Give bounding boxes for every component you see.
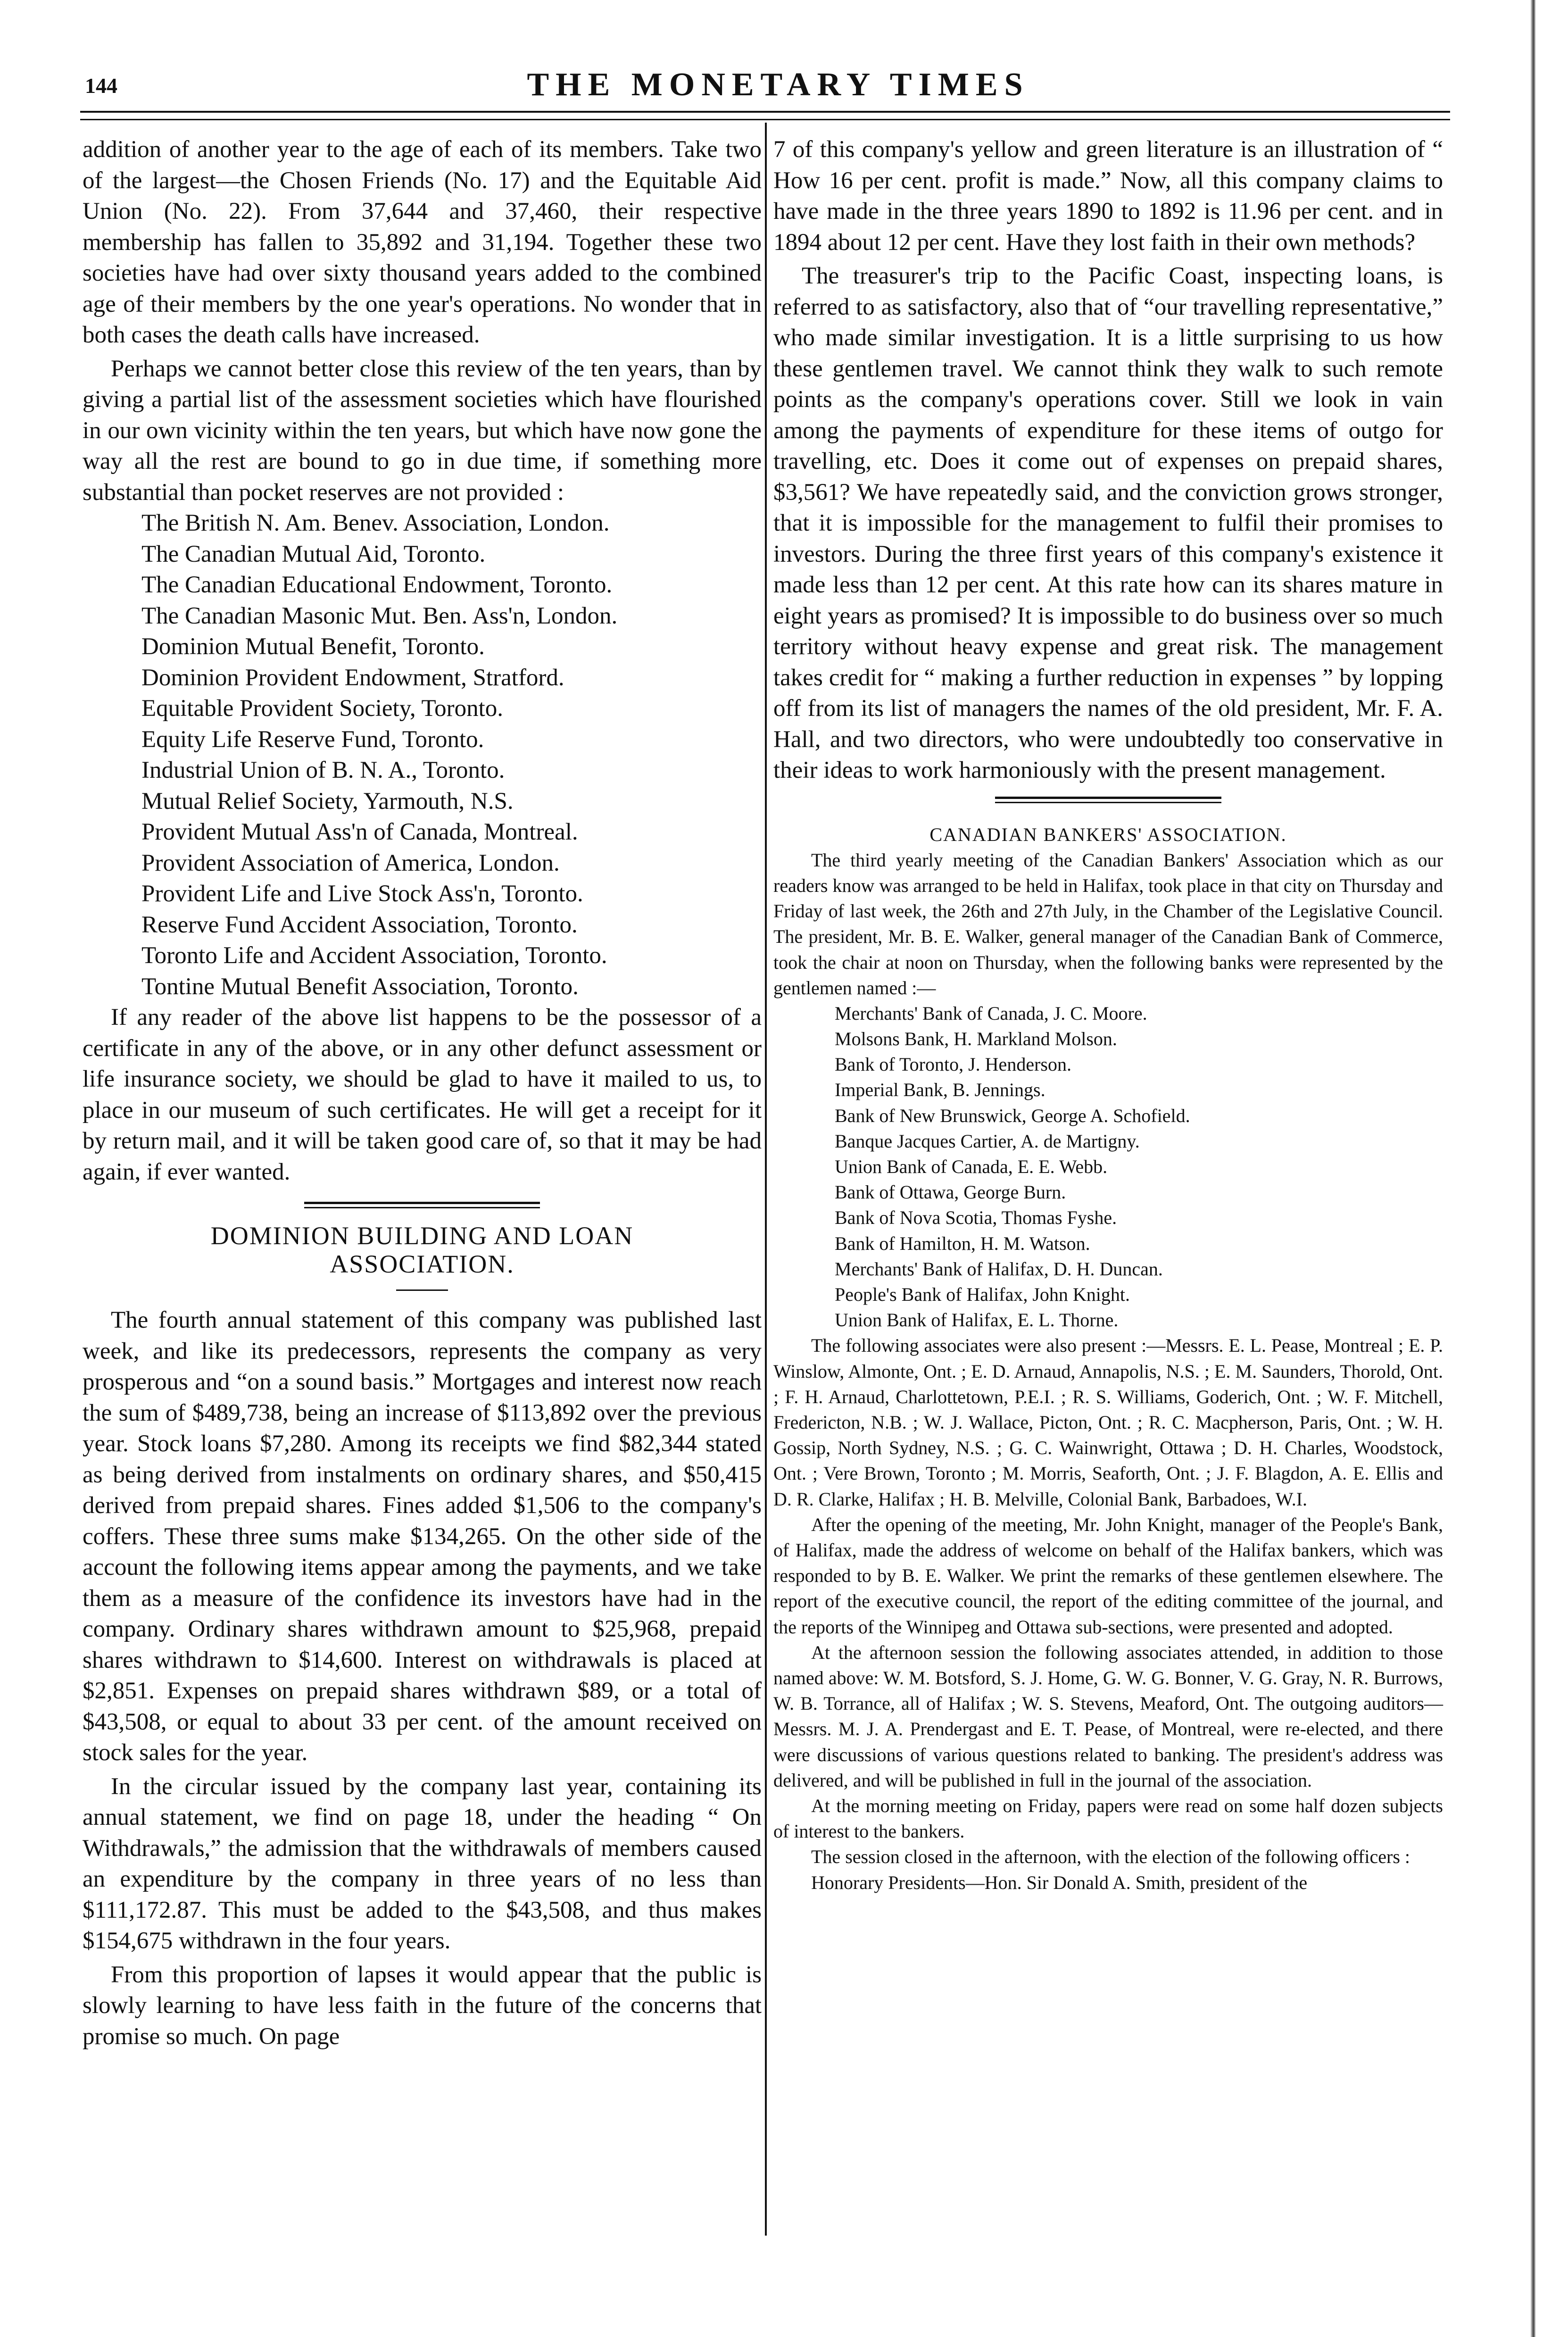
paragraph: Honorary Presidents—Hon. Sir Donald A. Smith, president of the xyxy=(811,1871,1308,1893)
paragraph: The fourth annual statement of this company was published last week, and like its predecessors, represents the company as very prosperous and “on a sound basis.” Mortgages and interest now reach the sum of $489,738, being an increase of $113,892 over the previous year. Stock loans $7,280. Among its receipts we find $82,344 stated as being derived from instalments on ordinary shares, and $50,415 derived from prepaid shares. Fines added $1,506 to the company's coffers. These three sums make $134,265. On the other side of the account the following items appear among the payments, and we take them as a measure of the confidence its investors have had in the company. Ordinary shares withdrawn amount to $25,968, prepaid shares withdrawn to $14,600. Interest on withdrawals is placed at $2,851. Expenses on prepaid shares withdrawn $89, or a total of $43,508, or equal to about 33 per cent. of the amount received on stock sales for the year. xyxy=(83,1307,762,1766)
section-separator xyxy=(995,797,1221,803)
section-heading: CANADIAN BANKERS' ASSOCIATION. xyxy=(929,823,1287,845)
paragraph: At the morning meeting on Friday, papers were read on some half dozen subjects of interest to the bankers. xyxy=(773,1795,1443,1842)
paragraph: If any reader of the above list happens to be the possessor of a certificate in any of the above, or in any other defunct assessment or life insurance society, we should be glad to have it mailed to us, to place in our museum of such certificates. He will get a receipt for it by return mail, and it will be taken good care of, so that it may be had again, if ever wanted. xyxy=(83,1004,762,1185)
paragraph: The following associates were also present :—Messrs. E. L. Pease, Montreal ; E. P. Winslow, Almonte, Ont. ; E. D. Arnaud, Annapolis, N.S. ; E. M. Saunders, Thorold, Ont. ; F. H. Arnaud, Charlottetown, P.E.I. ; R. S. Williams, Goderich, Ont. ; W. F. Mitchell, Fredericton, N.B. ; W. J. Wallace, Picton, Ont. ; R. C. Macpherson, Paris, Ont. ; W. H. Gossip, North Sydney, N.S. ; G. C. Wainwright, Ottawa ; D. H. Charles, Woodstock, Ont. ; Vere Brown, Toronto ; M. Morris, Seaforth, Ont. ; J. F. Blagdon, A. E. Ellis and D. R. Clarke, Halifax ; H. B. Melville, Colonial Bank, Barbadoes, W.I. xyxy=(773,1335,1443,1510)
list-item: Provident Life and Live Stock Ass'n, Toronto. xyxy=(141,881,583,907)
list-item: The British N. Am. Benev. Association, London. xyxy=(141,510,610,536)
society-list xyxy=(83,508,762,1002)
list-item: The Canadian Masonic Mut. Ben. Ass'n, London. xyxy=(141,602,618,629)
list-item: Merchants' Bank of Canada, J. C. Moore. xyxy=(835,1002,1147,1024)
paragraph: In the circular issued by the company last year, containing its annual statement, we find on page 18, under the heading “ On Withdrawals,” the admission that the withdrawals of members caused an expenditure by the company in three years of no less than $111,172.87. This must be added to the $43,508, and thus makes $154,675 withdrawn in the four years. xyxy=(83,1773,762,1954)
paragraph: From this proportion of lapses it would appear that the public is slowly learning to have less faith in the future of the concerns that promise so much. On page xyxy=(83,1961,762,2050)
bankers-article xyxy=(773,822,1443,1896)
list-item: Mutual Relief Society, Yarmouth, N.S. xyxy=(141,788,514,815)
paragraph: The third yearly meeting of the Canadian Bankers' Association which as our readers know was arranged to be held in Halifax, took place in that city on Thursday and Friday of last week, the 26th and 27th July, in the Chamber of the Legislative Council. The president, Mr. B. E. Walker, general manager of the Canadian Bank of Commerce, took the chair at noon on Thursday, when the following banks were represented by the gentlemen named :— xyxy=(773,849,1443,998)
bank-list xyxy=(773,1001,1443,1333)
right-column xyxy=(773,134,1443,1896)
list-item: Dominion Provident Endowment, Stratford. xyxy=(141,664,564,691)
list-item: Industrial Union of B. N. A., Toronto. xyxy=(141,757,505,783)
paragraph: Perhaps we cannot better close this review of the ten years, than by giving a partial list of the assessment societies which have flourished in our own vicinity within the ten years, but which have now gone the way all the rest are bound to go in due time, if something more substantial than pocket reserves are not provided : xyxy=(83,355,762,506)
list-item: Bank of New Brunswick, George A. Schofield. xyxy=(835,1105,1190,1126)
list-item: The Canadian Mutual Aid, Toronto. xyxy=(141,541,486,567)
list-item: Tontine Mutual Benefit Association, Toronto. xyxy=(141,973,579,1000)
paragraph: At the afternoon session the following associates attended, in addition to those named above: W. M. Botsford, S. J. Home, G. W. G. Bonner, V. G. Gray, N. R. Burrows, W. B. Torrance, all of Halifax ; W. S. Stevens, Meaford, Ont. The outgoing auditors—Messrs. M. J. A. Prendergast and E. T. Pease, of Montreal, were re-elected, and there were discussions of various questions related to banking. The president's address was delivered, and will be published in full in the journal of the association. xyxy=(773,1641,1443,1791)
list-item: Equity Life Reserve Fund, Toronto. xyxy=(141,726,484,753)
list-item: People's Bank of Halifax, John Knight. xyxy=(835,1283,1130,1305)
list-item: Provident Association of America, London. xyxy=(141,849,560,876)
paragraph: addition of another year to the age of each of its members. Take two of the largest—the Chosen Friends (No. 17) and the Equitable Aid Union (No. 22). From 37,644 and 37,460, their respective membership has fallen to 35,892 and 31,194. Together these two societies have had over sixty thousand years added to the combined age of their members by the one year's operations. No wonder that in both cases the death calls have increased. xyxy=(83,136,762,348)
header-rule-bottom xyxy=(80,119,1450,120)
list-item: Molsons Bank, H. Markland Molson. xyxy=(835,1028,1117,1050)
list-item: Provident Mutual Ass'n of Canada, Montreal. xyxy=(141,819,578,845)
list-item: Banque Jacques Cartier, A. de Martigny. xyxy=(835,1130,1140,1152)
section-separator xyxy=(304,1202,540,1208)
masthead-title: THE MONETARY TIMES xyxy=(527,67,1029,103)
list-item: Dominion Mutual Benefit, Toronto. xyxy=(141,633,485,660)
list-item: Bank of Hamilton, H. M. Watson. xyxy=(835,1232,1090,1254)
list-item: Toronto Life and Accident Association, Toronto. xyxy=(141,942,607,969)
section-heading: ASSOCIATION. xyxy=(330,1250,514,1278)
left-column xyxy=(83,134,762,2052)
page-number: 144 xyxy=(85,74,117,98)
heading-underline xyxy=(396,1289,448,1291)
header-rule-top xyxy=(80,111,1450,113)
list-item: Bank of Ottawa, George Burn. xyxy=(835,1181,1066,1203)
page-binding-edge xyxy=(1530,0,1536,2337)
list-item: Bank of Nova Scotia, Thomas Fyshe. xyxy=(835,1207,1117,1229)
list-item: Equitable Provident Society, Toronto. xyxy=(141,695,503,722)
list-item: Union Bank of Halifax, E. L. Thorne. xyxy=(835,1309,1119,1331)
list-item: Reserve Fund Accident Association, Toronto. xyxy=(141,911,578,938)
list-item: The Canadian Educational Endowment, Toronto. xyxy=(141,572,613,598)
paragraph: 7 of this company's yellow and green literature is an illustration of “ How 16 per cent. profit is made.” Now, all this company claims to have made in the three years 1890 to 1892 is 11.96 per cent. and in 1894 about 12 per cent. Have they lost faith in their own methods? xyxy=(773,136,1443,256)
paragraph: The treasurer's trip to the Pacific Coast, inspecting loans, is referred to as satisfactory, also that of “our travelling representative,” who made similar investigation. It is a little surprising to us how these gentlemen travel. We cannot think they walk to such remote points as the company's operations cover. Still we look in vain among the payments of expenditure for these items of outgo for travelling, etc. Does it come out of expenses on prepaid shares, $3,561? We have repeatedly said, and the conviction grows stronger, that it is impossible for the management to fulfil their promises to investors. During the three first years of this company's existence it made less than 12 per cent. At this rate how can its shares mature in eight years as promised? It is impossible to do business over so much territory without heavy expense and great risk. The management takes credit for “ making a further reduction in expenses ” by lopping off from its list of managers the names of the old president, Mr. F. A. Hall, and two directors, who were undoubtedly too conservative in their ideas to work harmoniously with the present management. xyxy=(773,263,1443,783)
list-item: Bank of Toronto, J. Henderson. xyxy=(835,1054,1071,1075)
paragraph: After the opening of the meeting, Mr. John Knight, manager of the People's Bank, of Halifax, made the address of welcome on behalf of the Halifax bankers, which was responded to by B. E. Walker. We print the remarks of these gentlemen elsewhere. The report of the executive council, the report of the editing committee of the journal, and the reports of the Winnipeg and Ottawa sub-sections, were presented and adopted. xyxy=(773,1514,1443,1638)
paragraph: The session closed in the afternoon, with the election of the following officers : xyxy=(811,1846,1410,1868)
list-item: Imperial Bank, B. Jennings. xyxy=(835,1079,1045,1101)
column-divider xyxy=(765,123,767,2236)
section-heading: DOMINION BUILDING AND LOAN xyxy=(210,1222,634,1250)
list-item: Merchants' Bank of Halifax, D. H. Duncan. xyxy=(835,1258,1163,1280)
list-item: Union Bank of Canada, E. E. Webb. xyxy=(835,1156,1108,1178)
